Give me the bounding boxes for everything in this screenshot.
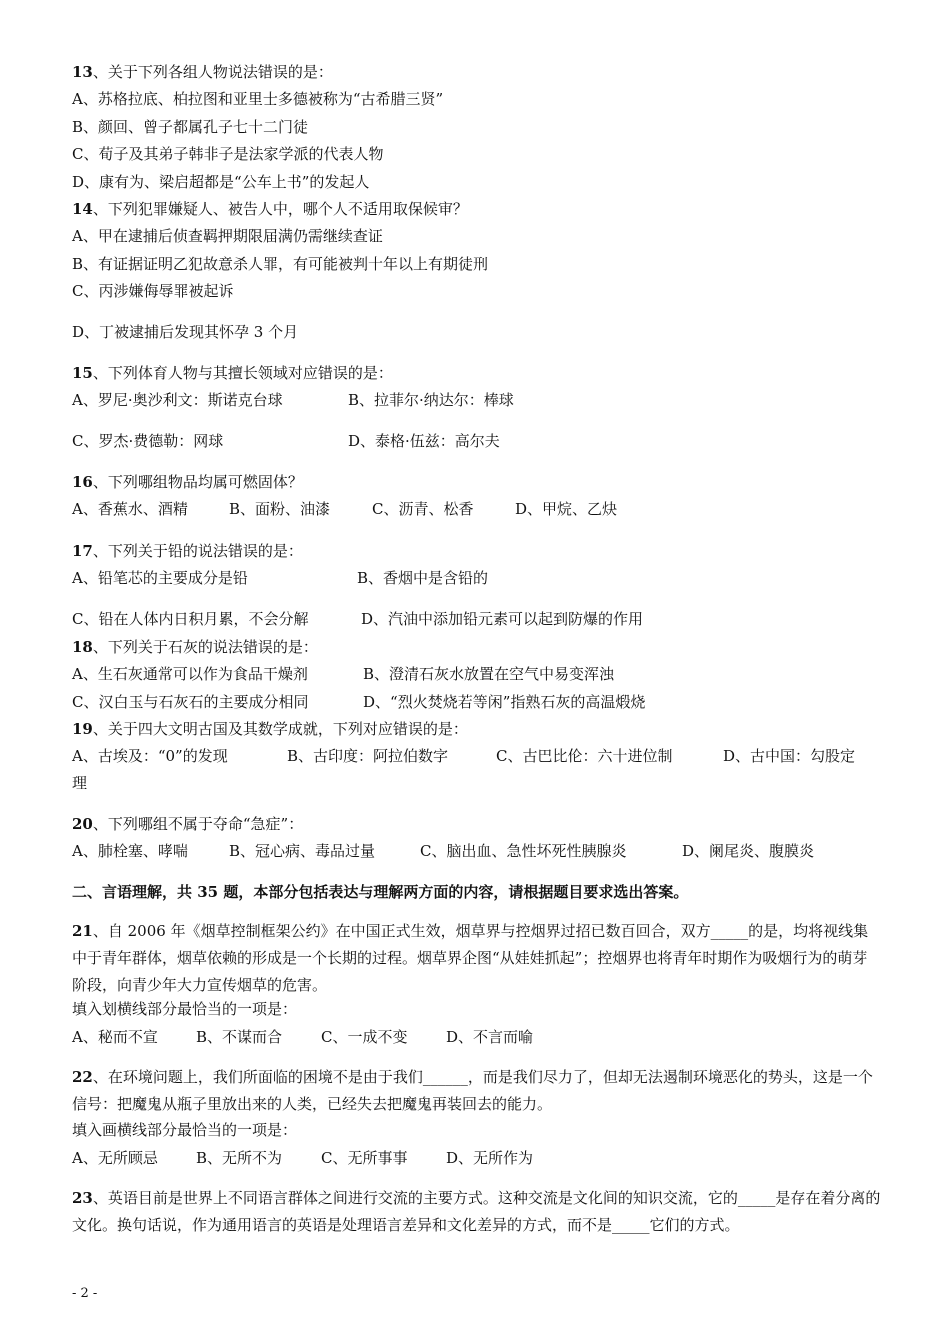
q20-stem: 20、下列哪组不属于夺命“急症”： bbox=[72, 815, 304, 833]
q14-option-c: C、丙涉嫌侮辱罪被起诉 bbox=[72, 282, 234, 300]
page-number: - 2 - bbox=[72, 1286, 98, 1301]
q15-option-d: D、泰格·伍兹：高尔夫 bbox=[348, 432, 500, 450]
q20-option-b: B、冠心病、毒品过量 bbox=[229, 842, 376, 860]
q14-stem: 14、下列犯罪嫌疑人、被告人中，哪个人不适用取保候审？ bbox=[72, 200, 468, 218]
q16-stem: 16、下列哪组物品均属可燃固体？ bbox=[72, 473, 303, 491]
q20-options bbox=[72, 841, 882, 861]
q15-option-b: B、拉菲尔·纳达尔：棒球 bbox=[348, 391, 514, 409]
q15-stem: 15、下列体育人物与其擅长领域对应错误的是： bbox=[72, 364, 393, 382]
q16-options bbox=[72, 499, 882, 519]
q21-prompt: 填入划横线部分最恰当的一项是： bbox=[72, 1000, 298, 1018]
q17-options-row2 bbox=[72, 609, 882, 629]
q22-option-d: D、无所作为 bbox=[446, 1149, 534, 1167]
q19-option-c: C、古巴比伦：六十进位制 bbox=[496, 747, 673, 765]
q15-options-row2 bbox=[72, 431, 882, 451]
q18-option-d: D、“烈火焚烧若等闲”指熟石灰的高温煅烧 bbox=[363, 693, 646, 711]
q18-stem: 18、下列关于石灰的说法错误的是： bbox=[72, 638, 318, 656]
q16-option-c: C、沥青、松香 bbox=[372, 500, 474, 518]
q19-option-a: A、古埃及：“0”的发现 bbox=[72, 747, 228, 765]
q19-stem: 19、关于四大文明古国及其数学成就，下列对应错误的是： bbox=[72, 720, 468, 738]
q13-option-b: B、颜回、曾子都属孔子七十二门徒 bbox=[72, 118, 309, 136]
q17-option-a: A、铅笔芯的主要成分是铅 bbox=[72, 569, 248, 587]
q18-options-row2 bbox=[72, 692, 882, 712]
q16-option-d: D、甲烷、乙炔 bbox=[515, 500, 618, 518]
q15-option-c: C、罗杰·费德勒：网球 bbox=[72, 432, 224, 450]
q19-option-b: B、古印度：阿拉伯数字 bbox=[287, 747, 449, 765]
q22-option-b: B、无所不为 bbox=[196, 1149, 283, 1167]
q15-options-row1 bbox=[72, 390, 882, 410]
q22-option-c: C、无所事事 bbox=[321, 1149, 408, 1167]
q20-option-c: C、脑出血、急性坏死性胰腺炎 bbox=[420, 842, 627, 860]
q19-option-d-cont: 理 bbox=[72, 774, 88, 792]
q21-option-a: A、秘而不宣 bbox=[72, 1028, 158, 1046]
q17-options-row1 bbox=[72, 568, 882, 588]
q19-options bbox=[72, 746, 882, 766]
q21-options bbox=[72, 1027, 882, 1047]
q21-option-d: D、不言而喻 bbox=[446, 1028, 534, 1046]
q22-prompt: 填入画横线部分最恰当的一项是： bbox=[72, 1121, 298, 1139]
q16-option-b: B、面粉、油漆 bbox=[229, 500, 331, 518]
q22-options bbox=[72, 1148, 882, 1168]
q17-option-d: D、汽油中添加铅元素可以起到防爆的作用 bbox=[361, 610, 644, 628]
q21-stem: 21、自 2006 年《烟草控制框架公约》在中国正式生效，烟草界与控烟界过招已数百回合，双方_____的是，均将视线集中于青年群体，烟草依赖的形成是一个长期的过程。烟草界企图“从娃娃抓起”；控烟界也将青年时期作为吸烟行为的萌芽阶段，向青少年大力宣传烟草的危害。 bbox=[72, 922, 869, 994]
q18-options-row1 bbox=[72, 664, 882, 684]
q14-option-d: D、丁被逮捕后发现其怀孕 3 个月 bbox=[72, 323, 299, 341]
q13-option-a: A、苏格拉底、柏拉图和亚里士多德被称为“古希腊三贤” bbox=[72, 90, 444, 108]
q14-option-a: A、甲在逮捕后侦查羁押期限届满仍需继续查证 bbox=[72, 227, 383, 245]
q18-option-a: A、生石灰通常可以作为食品干燥剂 bbox=[72, 665, 308, 683]
q17-option-b: B、香烟中是含铅的 bbox=[357, 569, 489, 587]
q23-stem: 23、英语目前是世界上不同语言群体之间进行交流的主要方式。这种交流是文化间的知识交流，它的_____是存在着分离的文化。换句话说，作为通用语言的英语是处理语言差异和文化差异的方式，而不是_____它们的方式。 bbox=[72, 1189, 881, 1234]
q20-option-a: A、肺栓塞、哮喘 bbox=[72, 842, 188, 860]
q21-option-c: C、一成不变 bbox=[321, 1028, 408, 1046]
q17-stem: 17、下列关于铅的说法错误的是： bbox=[72, 542, 303, 560]
q22-stem: 22、在环境问题上，我们所面临的困境不是由于我们______，而是我们尽力了，但却无法遏制环境恶化的势头，这是一个信号：把魔鬼从瓶子里放出来的人类，已经失去把魔鬼再装回去的能力。 bbox=[72, 1068, 873, 1113]
q16-option-a: A、香蕉水、酒精 bbox=[72, 500, 188, 518]
q13-option-c: C、荀子及其弟子韩非子是法家学派的代表人物 bbox=[72, 145, 384, 163]
q22-option-a: A、无所顾忌 bbox=[72, 1149, 158, 1167]
q18-option-c: C、汉白玉与石灰石的主要成分相同 bbox=[72, 693, 309, 711]
q13-option-d: D、康有为、梁启超都是“公车上书”的发起人 bbox=[72, 173, 370, 191]
q13-stem: 13、关于下列各组人物说法错误的是： bbox=[72, 63, 333, 81]
section-heading: 二、言语理解，共 35 题，本部分包括表达与理解两方面的内容，请根据题目要求选出答案。 bbox=[72, 883, 689, 901]
q15-option-a: A、罗尼·奥沙利文：斯诺克台球 bbox=[72, 391, 283, 409]
q17-option-c: C、铅在人体内日积月累，不会分解 bbox=[72, 610, 309, 628]
q21-option-b: B、不谋而合 bbox=[196, 1028, 283, 1046]
q18-option-b: B、澄清石灰水放置在空气中易变浑浊 bbox=[363, 665, 615, 683]
q19-option-d: D、古中国：勾股定 bbox=[723, 747, 856, 765]
q14-option-b: B、有证据证明乙犯故意杀人罪，有可能被判十年以上有期徒刑 bbox=[72, 255, 489, 273]
q20-option-d: D、阑尾炎、腹膜炎 bbox=[682, 842, 815, 860]
